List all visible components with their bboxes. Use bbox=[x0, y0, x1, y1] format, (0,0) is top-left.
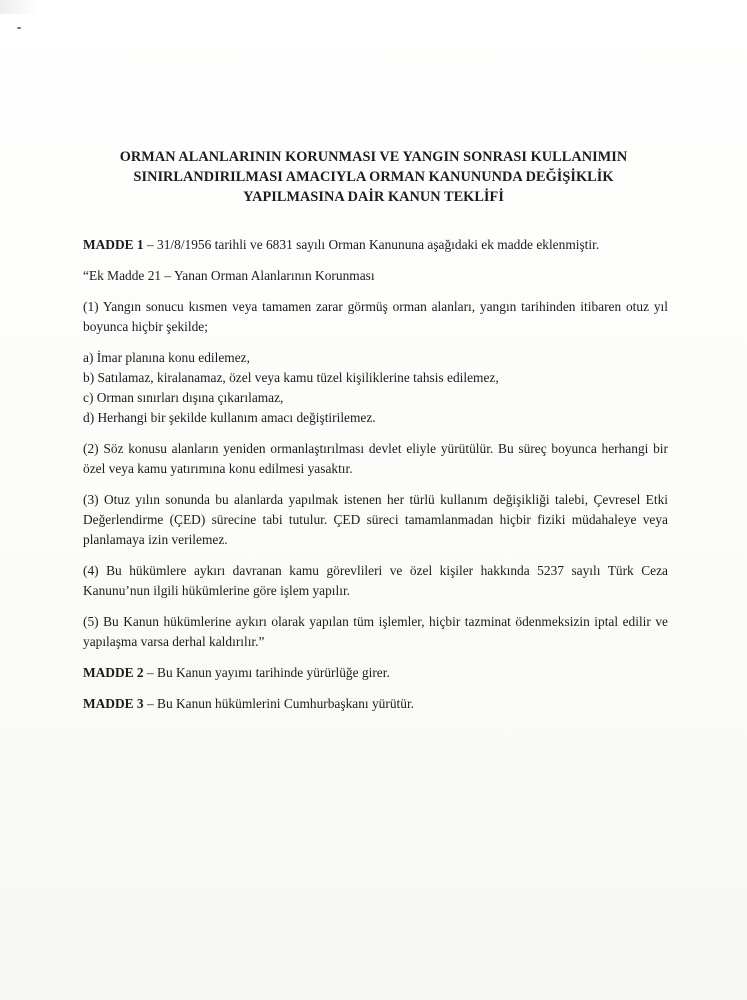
paragraph-1: (1) Yangın sonucu kısmen veya tamamen zarar görmüş orman alanları, yangın tarihinden itibaren otuz yıl boyunca hiçbir şekilde; bbox=[83, 299, 668, 334]
additional-article-heading: “Ek Madde 21 – Yanan Orman Alanlarının Korunması bbox=[83, 268, 375, 283]
prohibition-list bbox=[83, 348, 668, 428]
paragraph-2: (2) Söz konusu alanların yeniden ormanlaştırılması devlet eliyle yürütülür. Bu süreç boyunca herhangi bir özel veya kamu yatırımına konu edilmesi yasaktır. bbox=[83, 441, 668, 476]
list-item: c) Orman sınırları dışına çıkarılamaz, bbox=[83, 390, 284, 405]
article-2-text: – Bu Kanun yayımı tarihinde yürürlüğe girer. bbox=[143, 665, 390, 680]
article-3 bbox=[83, 694, 668, 714]
article-2 bbox=[83, 663, 668, 683]
title-line: YAPILMASINA DAİR KANUN TEKLİFİ bbox=[243, 189, 504, 205]
list-item: a) İmar planına konu edilemez, bbox=[83, 350, 250, 365]
article-2-label: MADDE 2 bbox=[83, 665, 144, 680]
paragraph-4: (4) Bu hükümlere aykırı davranan kamu görevlileri ve özel kişiler hakkında 5237 sayılı Türk Ceza Kanunu’nun ilgili hükümlerine göre işlem yapılır. bbox=[83, 563, 668, 598]
list-item: d) Herhangi bir şekilde kullanım amacı değiştirilemez. bbox=[83, 410, 376, 425]
article-3-text: – Bu Kanun hükümlerini Cumhurbaşkanı yürütür. bbox=[143, 696, 415, 711]
title-line: ORMAN ALANLARININ KORUNMASI VE YANGIN SONRASI KULLANIMIN bbox=[119, 149, 628, 165]
bill-title bbox=[60, 147, 687, 207]
article-3-label: MADDE 3 bbox=[83, 696, 144, 711]
title-line: SINIRLANDIRILMASI AMACIYLA ORMAN KANUNUNDA DEĞİŞİKLİK bbox=[133, 169, 614, 185]
scan-speck bbox=[17, 27, 21, 29]
bill-body bbox=[83, 235, 668, 725]
article-1-label: MADDE 1 bbox=[83, 237, 144, 252]
list-item: b) Satılamaz, kiralanamaz, özel veya kamu tüzel kişiliklerine tahsis edilemez, bbox=[83, 370, 499, 385]
paragraph-3: (3) Otuz yılın sonunda bu alanlarda yapılmak istenen her türlü kullanım değişikliği talebi, Çevresel Etki Değerlendirme (ÇED) sürecine tabi tutulur. ÇED süreci tamamlanmadan hiçbir fiziki müdahaleye veya planlamaya izin verilemez. bbox=[83, 492, 668, 547]
scan-shadow bbox=[0, 0, 40, 14]
article-1-text: – 31/8/1956 tarihli ve 6831 sayılı Orman Kanununa aşağıdaki ek madde eklenmiştir. bbox=[143, 237, 600, 252]
paragraph-5: (5) Bu Kanun hükümlerine aykırı olarak yapılan tüm işlemler, hiçbir tazminat ödenmeksizin iptal edilir ve yapılaşma varsa derhal kaldırılır.” bbox=[83, 614, 668, 649]
article-1 bbox=[83, 235, 668, 255]
